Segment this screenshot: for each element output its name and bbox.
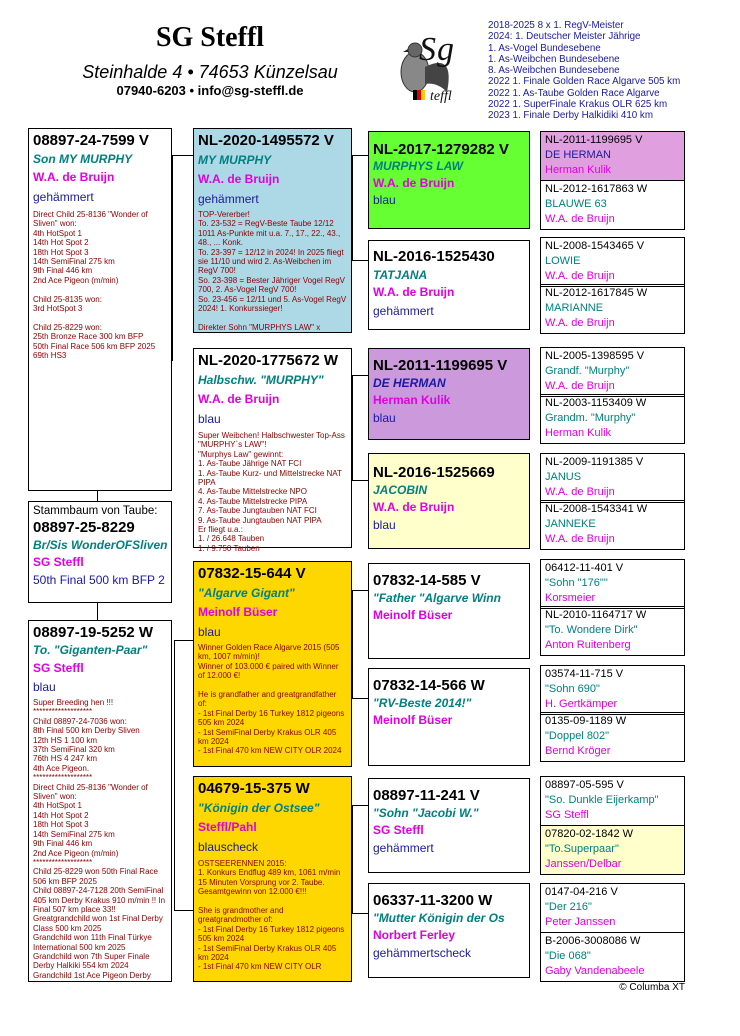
ring-number: 03574-11-715 V	[545, 668, 624, 680]
connector-line	[352, 480, 368, 481]
breeder-name: W.A. de Bruijn	[198, 392, 280, 406]
ring-number: NL-2008-1543465 V	[545, 240, 645, 252]
pigeon-color: blau	[198, 625, 221, 639]
ring-number: NL-2008-1543341 W	[545, 503, 648, 515]
ring-number: 06412-11-401 V	[545, 562, 624, 574]
connector-line	[172, 155, 193, 156]
connector-line	[174, 640, 175, 910]
club-logo	[385, 22, 475, 104]
ring-number: 08897-19-5252 W	[33, 624, 154, 641]
pigeon-name: "Sohn "Jacobi W."	[373, 806, 479, 820]
pigeon-name: "Königin der Ostsee"	[198, 801, 320, 815]
pigeon-name: "To. Wondere Dirk"	[545, 624, 638, 636]
ring-number: B-2006-3008086 W	[545, 935, 641, 947]
connector-line	[174, 910, 193, 911]
ring-number: 07832-14-585 V	[373, 572, 481, 589]
ring-number: NL-2016-1525669	[373, 464, 495, 481]
great-grandparent-card	[540, 394, 685, 444]
parent-card	[193, 128, 352, 333]
connector-line	[352, 805, 368, 806]
pigeon-name: Grandm. "Murphy"	[545, 412, 636, 424]
pigeon-name: "To.Superpaar"	[545, 843, 619, 855]
great-grandparent-card	[540, 131, 685, 181]
breeder-name: Herman Kulik	[545, 164, 612, 176]
breeder-name: Meinolf Büser	[373, 608, 453, 622]
achievement: 1. As-Vogel Bundesebene	[488, 42, 601, 54]
svg-text:g: g	[437, 31, 454, 68]
ring-number: 08897-24-7599 V	[33, 132, 149, 149]
pigeon-notes: TOP-Vererber! To. 23-532 = RegV-Beste Taube 12/12 1011 As-Punkte mit u.a. 7., 17., 22., 43., 48., ... Konk. To. 23-397 = 12/12 in 2024! In 2025 fliegt sie 11/10 und wird 2. As-Weibchen im RegV 700! So. 23-398 = Bester Jähriger Vogel RegV 700, 2. As-Vogel RegV 700! So. 23-456 = 12/11 und 5. As-Vogel RegV 2024! 1. Konkurssieger! Direkter Sohn "MURPHYS LAW" x	[198, 210, 347, 332]
great-grandparent-card	[540, 883, 685, 933]
pedigree-of-card	[28, 501, 172, 603]
great-grandparent-card	[540, 347, 685, 397]
pigeon-name: LOWIE	[545, 255, 581, 267]
pigeon-color: gehämmert	[33, 190, 94, 204]
breeder-name: Meinolf Büser	[373, 713, 453, 727]
ring-number: NL-2012-1617863 W	[545, 183, 648, 195]
address: Steinhalde 4 • 74653 Künzelsau	[82, 62, 338, 82]
grandparent-card	[368, 240, 530, 330]
connector-line	[352, 155, 353, 260]
connector-line	[352, 590, 368, 591]
pedigree-of-label: Stammbaum von Taube:	[33, 505, 158, 517]
connector-line	[352, 155, 368, 156]
connector-line	[352, 698, 368, 699]
achievement: 8. As-Weibchen Bundesebene	[488, 65, 620, 77]
parent-card	[193, 776, 352, 982]
pigeon-color: gehämmertscheck	[373, 946, 472, 960]
breeder-name: W.A. de Bruijn	[545, 380, 615, 392]
pigeon-color: blau	[198, 412, 221, 426]
pigeon-name: Son MY MURPHY	[33, 152, 133, 166]
ring-number: 08897-11-241 V	[373, 787, 480, 804]
connector-line	[172, 155, 173, 361]
pigeon-name: Br/Sis WonderOFSliven	[33, 538, 168, 552]
breeder-name: W.A. de Bruijn	[198, 172, 280, 186]
pigeon-name: DE HERMAN	[545, 149, 612, 161]
pigeon-name: "Der 216"	[545, 901, 592, 913]
achievement: 2022 1. Finale Golden Race Algarve 505 km	[488, 76, 681, 88]
ring-number: NL-2005-1398595 V	[545, 350, 645, 362]
breeder-name: W.A. de Bruijn	[373, 176, 455, 190]
connector-line	[352, 260, 368, 261]
pigeon-name: "Mutter Königin der Os	[373, 911, 505, 925]
grandparent-card	[368, 131, 530, 229]
ring-number: 08897-05-595 V	[545, 779, 624, 791]
pigeon-notes: OSTSEERENNEN 2015: 1. Konkurs Endflug 489 km, 1061 m/min 15 Minuten Vorsprung vor 2. Taube. Gesamtgewinn von 12.000 €!!! She is grandmother and greatgrandmother of: - 1st Final Derby 16 Turkey 1812 pigeons 505 km 2024 - 1st SemiFinal Derby Krakus OLR 405 km 2024 - 1st Final 470 km NEW CITY OLR	[198, 859, 345, 972]
pigeon-name: MURPHYS LAW	[373, 159, 463, 173]
ring-number: NL-2009-1191385 V	[545, 456, 644, 468]
grandparent-card	[368, 778, 530, 873]
great-grandparent-card	[540, 284, 685, 334]
pigeon-color: gehämmert	[373, 841, 434, 855]
breeder-name: Gaby Vandenabeele	[545, 965, 645, 977]
breeder-name: W.A. de Bruijn	[545, 486, 615, 498]
race-result: 50th Final 500 km BFP 2	[33, 573, 165, 587]
breeder-name: SG Steffl	[33, 661, 84, 675]
achievement: 2018-2025 8 x 1. RegV-Meister	[488, 20, 624, 31]
pigeon-color: blauscheck	[198, 840, 259, 854]
pigeon-notes: Direct Child 25-8136 "Wonder of Sliven" won: 4th HotSpot 1 14th Hot Spot 2 18th Hot Spot 3 14th SemiFinal 275 km 9th Final 446 km 2nd Ace Pigeon (m/min) Child 25-8135 won: 3rd HotSpot 3 Child 25-8229 won: 25th Bronze Race 300 km BFP 50th Final Race 506 km BFP 2025 69th HS3	[33, 210, 156, 361]
grandparent-card	[368, 453, 530, 549]
ring-number: 07832-14-566 W	[373, 677, 485, 694]
pigeon-name: Grandf. "Murphy"	[545, 365, 630, 377]
great-grandparent-card	[540, 180, 685, 230]
ring-number: 0147-04-216 V	[545, 886, 618, 898]
pigeon-notes: Super Breeding hen !!! ******************* Child 08897-24-7036 won: 8th Final 500 km Derby Sliven 12th HS 1 100 km 37th SemiFinal 320 km 76th HS 4 247 km 4th Ace Pigeon. ******************* Direct Child 25-8136 "Wonder of Sliven" won: 4th HotSpot 1 14th Hot Spot 2 18th Hot Spot 3 14th SemiFinal 275 km 9th Final 446 km 2nd Ace Pigeon (m/min) ******************* Child 25-8229 won 50th Final Race 506 km BFP 2025 Child 08897-24-7128 20th SemiFinal 405 km Derby Krakus 910 m/min !! In Final 507 km place 33!! Greatgrandchild won 1st Final Derby Class 500 km 2025 Grandchild won 11th Final Türkye International 500 km 2025 Grandchild won 7th Super Finale Derby Halkiki 554 km 2024 Grandchild 1st Ace Pigeon Derby	[33, 698, 166, 980]
breeder-name: W.A. de Bruijn	[373, 285, 455, 299]
breeder-name: Norbert Ferley	[373, 928, 456, 942]
great-grandparent-card	[540, 606, 685, 656]
breeder-name: Herman Kulik	[373, 393, 451, 407]
ring-number: 07820-02-1842 W	[545, 828, 634, 840]
contact-line: 07940-6203 • info@sg-steffl.de	[116, 83, 304, 98]
breeder-name: W.A. de Bruijn	[373, 500, 455, 514]
great-grandparent-card	[540, 665, 685, 715]
pigeon-name: TATJANA	[373, 268, 428, 282]
grandparent-card	[368, 563, 530, 659]
ring-number: NL-2011-1199695 V	[545, 134, 643, 146]
pigeon-color: blau	[373, 411, 396, 425]
dam-pigeon-card	[28, 620, 172, 982]
connector-line	[352, 913, 368, 914]
ring-number: NL-2017-1279282 V	[373, 141, 509, 158]
ring-number: NL-2011-1199695 V	[373, 357, 508, 374]
great-grandparent-card	[540, 453, 685, 503]
pigeon-name: "Sohn 690"	[545, 683, 600, 695]
breeder-name: W.A. de Bruijn	[545, 213, 615, 225]
ring-number: NL-2020-1495572 V	[198, 132, 334, 149]
achievements-list	[488, 20, 728, 122]
grandparent-card	[368, 348, 530, 440]
breeder-name: W.A. de Bruijn	[545, 533, 615, 545]
breeder-name: Janssen/Delbar	[545, 858, 622, 870]
breeder-name: SG Steffl	[545, 809, 589, 821]
pigeon-color: gehämmert	[198, 192, 259, 206]
pigeon-name: Halbschw. "MURPHY"	[198, 373, 324, 387]
connector-line	[352, 805, 353, 913]
copyright-footer: © Columba XT	[619, 982, 685, 993]
pigeon-name: "Die 068"	[545, 950, 591, 962]
achievement: 2022 1. As-Taube Golden Race Algarve	[488, 87, 660, 99]
achievement: 1. As-Weibchen Bundesebene	[488, 53, 620, 65]
great-grandparent-card	[540, 237, 685, 287]
pigeon-name: "Sohn "176""	[545, 577, 608, 589]
parent-card	[193, 348, 352, 553]
pigeon-name: MARIANNE	[545, 302, 604, 314]
pigeon-name: "Father "Algarve Winn	[373, 591, 501, 605]
achievement: 2024: 1. Deutscher Meister Jährige	[488, 31, 641, 43]
connector-line	[174, 640, 193, 641]
pigeon-color: gehämmert	[373, 304, 434, 318]
breeder-name: Bernd Kröger	[545, 745, 611, 757]
pigeon-name: JACOBIN	[373, 483, 428, 497]
pigeon-name: "Doppel 802"	[545, 730, 610, 742]
svg-text:S: S	[419, 31, 436, 68]
breeder-name: H. Gertkämper	[545, 698, 618, 710]
ring-number: NL-2020-1775672 W	[198, 352, 339, 369]
great-grandparent-card	[540, 776, 685, 826]
great-grandparent-card	[540, 559, 685, 609]
connector-line	[97, 491, 98, 501]
ring-number: 04679-15-375 W	[198, 780, 310, 797]
pigeon-name: "RV-Beste 2014!"	[373, 696, 472, 710]
ring-number: 06337-11-3200 W	[373, 892, 493, 909]
subject-pigeon-card	[28, 128, 172, 491]
breeder-name: SG Steffl	[373, 823, 424, 837]
achievement: 2023 1. Finale Derby Halkidiki 410 km	[488, 110, 653, 122]
pigeon-notes: Winner Golden Race Algarve 2015 (505 km, 1007 m/min)! Winner of 103.000 € paired with Winner of 12.000 €! He is grandfather and greatgrandfather of: - 1st Final Derby 16 Turkey 1812 pigeons 505 km 2024 - 1st SemiFinal Derby Krakus OLR 405 km 2024 - 1st Final 470 km NEW CITY OLR 2024	[198, 643, 345, 756]
pigeon-name: BLAUWE 63	[545, 198, 607, 210]
pigeon-name: DE HERMAN	[373, 376, 446, 390]
connector-line	[352, 590, 353, 698]
breeder-name: Peter Janssen	[545, 916, 616, 928]
ring-number: NL-2016-1525430	[373, 248, 495, 265]
pigeon-name: JANUS	[545, 471, 582, 483]
connector-line	[97, 603, 98, 620]
connector-line	[352, 375, 353, 480]
pigeon-color: blau	[373, 518, 396, 532]
ring-number: NL-2003-1153409 W	[545, 397, 647, 409]
pigeon-logo-icon	[385, 22, 475, 104]
ring-number: 07832-15-644 V	[198, 565, 306, 582]
ring-number: 0135-09-1189 W	[545, 715, 627, 727]
breeder-name: Meinolf Büser	[198, 605, 278, 619]
breeder-name: Anton Ruitenberg	[545, 639, 631, 651]
pigeon-name: "So. Dunkle Eijerkamp"	[545, 794, 659, 806]
breeder-name: Korsmeier	[545, 592, 596, 604]
pigeon-name: To. "Giganten-Paar"	[33, 643, 148, 657]
svg-text:teffl: teffl	[430, 89, 452, 104]
achievement: 2022 1. SuperFinale Krakus OLR 625 km	[488, 99, 668, 111]
breeder-name: Steffl/Pahl	[198, 820, 257, 834]
ring-number: 08897-25-8229	[33, 519, 135, 536]
great-grandparent-card	[540, 932, 685, 982]
grandparent-card	[368, 668, 530, 766]
ring-number: NL-2012-1617845 W	[545, 287, 648, 299]
page-title: SG Steffl	[155, 22, 265, 53]
parent-card	[193, 561, 352, 767]
great-grandparent-card	[540, 712, 685, 762]
grandparent-card	[368, 883, 530, 978]
breeder-name: SG Steffl	[33, 555, 84, 569]
breeder-name: W.A. de Bruijn	[545, 270, 615, 282]
great-grandparent-card	[540, 500, 685, 550]
ring-number: NL-2010-1164717 W	[545, 609, 647, 621]
connector-line	[352, 375, 368, 376]
breeder-name: W.A. de Bruijn	[545, 317, 615, 329]
breeder-name: W.A. de Bruijn	[33, 170, 115, 184]
great-grandparent-card	[540, 825, 685, 875]
pigeon-notes: Super Weibchen! Halbschwester Top-Ass "MURPHY`s LAW"! "Murphys Law" gewinnt: 1. As-Taube Jährige NAT FCI 1. As-Taube Kurz- und Mittelstrecke NAT PIPA 4. As-Taube Mittelstrecke NPO 4. As-Taube Mittelstrecke PIPA 7. As-Taube Jungtauben NAT FCI 9. As-Taube Jungtauben NAT PIPA Er fliegt u.a.: 1. / 26.648 Tauben 1. / 9.750 Tauben	[198, 431, 345, 553]
pigeon-name: JANNEKE	[545, 518, 596, 530]
pigeon-name: "Algarve Gigant"	[198, 586, 295, 600]
breeder-name: Herman Kulik	[545, 427, 612, 439]
pigeon-color: blau	[33, 680, 56, 694]
pigeon-color: blau	[373, 193, 396, 207]
pigeon-name: MY MURPHY	[198, 153, 272, 167]
